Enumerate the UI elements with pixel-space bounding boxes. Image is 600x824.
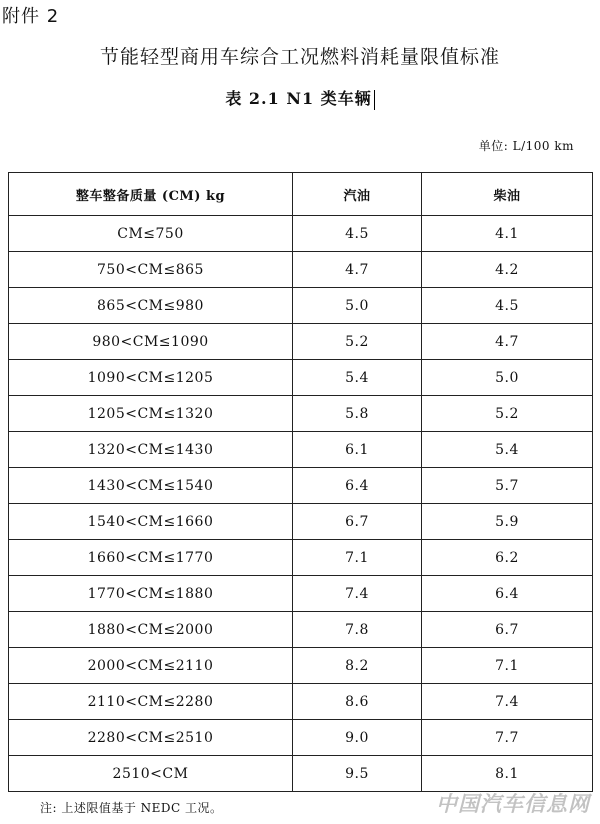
cell-gasoline: 8.6 [293,684,422,720]
cell-mass-range: 2110<CM≤2280 [9,684,293,720]
cell-mass-range: 1540<CM≤1660 [9,504,293,540]
cell-mass-range: 2510<CM [9,756,293,792]
cell-diesel: 7.7 [422,720,593,756]
cell-gasoline: 7.8 [293,612,422,648]
cell-gasoline: 7.1 [293,540,422,576]
cell-mass-range: 1320<CM≤1430 [9,432,293,468]
cell-diesel: 6.4 [422,576,593,612]
document-title: 节能轻型商用车综合工况燃料消耗量限值标准 [99,46,500,68]
cell-diesel: 7.1 [422,648,593,684]
cell-mass-range: CM≤750 [9,216,293,252]
cell-diesel: 4.7 [422,324,593,360]
table-row [9,720,593,756]
cell-diesel: 4.1 [422,216,593,252]
cell-gasoline: 8.2 [293,648,422,684]
cell-diesel: 5.9 [422,504,593,540]
cell-gasoline: 5.8 [293,396,422,432]
cell-mass-range: 1880<CM≤2000 [9,612,293,648]
cell-gasoline: 7.4 [293,576,422,612]
cell-gasoline: 4.5 [293,216,422,252]
table-row [9,216,593,252]
cell-mass-range: 1090<CM≤1205 [9,360,293,396]
unit-label: 单位: L/100 km [478,139,574,153]
watermark-logo: 中国汽车信息网 [436,792,590,816]
cell-diesel: 7.4 [422,684,593,720]
table-row [9,540,593,576]
table-row [9,360,593,396]
table-row [9,648,593,684]
table-row [9,324,593,360]
table-row [9,576,593,612]
cell-mass-range: 865<CM≤980 [9,288,293,324]
cell-mass-range: 2280<CM≤2510 [9,720,293,756]
cell-diesel: 8.1 [422,756,593,792]
cell-mass-range: 980<CM≤1090 [9,324,293,360]
cell-diesel: 5.7 [422,468,593,504]
annex-label: 附件 2 [2,6,60,27]
table-row [9,756,593,792]
cell-diesel: 5.0 [422,360,593,396]
table-row [9,432,593,468]
table-row [9,504,593,540]
table-header-row [9,173,593,216]
cell-gasoline: 4.7 [293,252,422,288]
table-row [9,252,593,288]
cell-gasoline: 5.4 [293,360,422,396]
cell-mass-range: 2000<CM≤2110 [9,648,293,684]
cell-diesel: 5.4 [422,432,593,468]
cell-mass-range: 1770<CM≤1880 [9,576,293,612]
table-row [9,288,593,324]
cell-gasoline: 9.5 [293,756,422,792]
cell-diesel: 6.2 [422,540,593,576]
cell-mass-range: 1430<CM≤1540 [9,468,293,504]
table-row [9,396,593,432]
table-row [9,468,593,504]
cell-mass-range: 750<CM≤865 [9,252,293,288]
header-gasoline: 汽油 [293,173,422,216]
cell-diesel: 6.7 [422,612,593,648]
header-curb-mass: 整车整备质量 (CM) kg [9,173,293,216]
cell-gasoline: 6.7 [293,504,422,540]
cell-diesel: 4.5 [422,288,593,324]
cell-mass-range: 1205<CM≤1320 [9,396,293,432]
header-diesel: 柴油 [422,173,593,216]
cell-mass-range: 1660<CM≤1770 [9,540,293,576]
table-row [9,684,593,720]
cell-gasoline: 6.4 [293,468,422,504]
cell-gasoline: 6.1 [293,432,422,468]
fuel-limit-table [8,172,593,792]
table-caption [0,86,600,110]
cell-gasoline: 5.0 [293,288,422,324]
cell-diesel: 4.2 [422,252,593,288]
cell-diesel: 5.2 [422,396,593,432]
cell-gasoline: 5.2 [293,324,422,360]
cell-gasoline: 9.0 [293,720,422,756]
footnote: 注: 上述限值基于 NEDC 工况。 [40,801,223,815]
text-cursor [374,90,375,110]
table-row [9,612,593,648]
table-caption-text: 表 2.1 N1 类车辆 [225,89,372,108]
